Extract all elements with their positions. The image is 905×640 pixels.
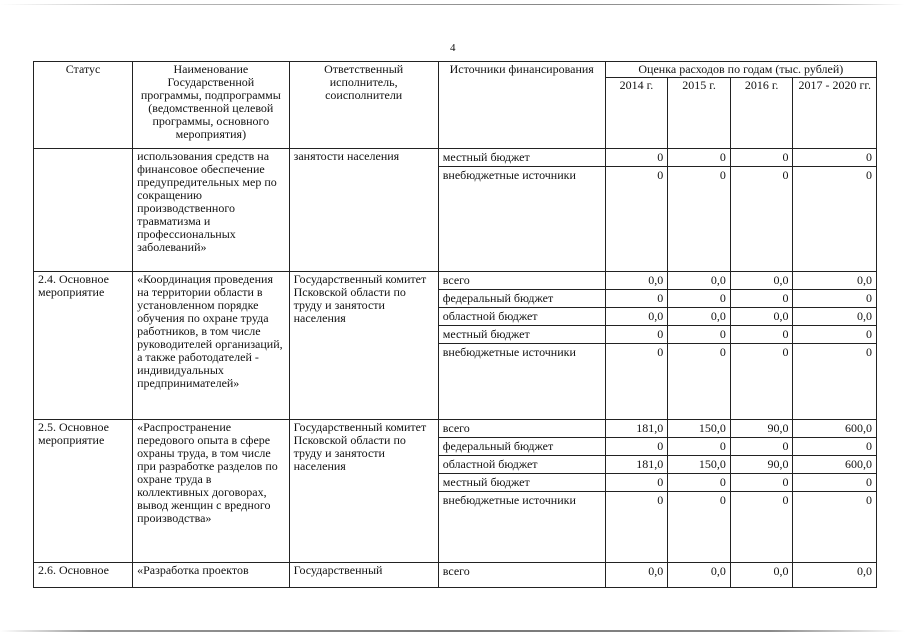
row-values-year-1 — [668, 272, 731, 420]
table-row — [34, 563, 877, 588]
row-values-year-0 — [605, 420, 668, 563]
value-cell: 0 — [719, 345, 726, 359]
source-label: местный бюджет — [439, 149, 605, 167]
value-cell: 181,0 — [606, 420, 668, 438]
header-executor: Ответственный исполнитель, соисполнители — [289, 62, 438, 149]
value-cell: 0 — [731, 438, 793, 456]
value-cell: 0 — [866, 345, 872, 359]
row-values-year-3 — [793, 149, 877, 272]
source-label: местный бюджет — [439, 326, 605, 344]
row-values-year-3 — [793, 420, 877, 563]
value-cell: 0 — [782, 168, 789, 182]
row-values-year-1 — [668, 149, 731, 272]
value-cell: 0 — [793, 326, 876, 344]
value-cell: 0 — [782, 345, 789, 359]
row-sources — [438, 420, 605, 563]
source-label: федеральный бюджет — [439, 290, 605, 308]
value-cell: 0 — [731, 290, 793, 308]
value-cell: 0,0 — [668, 272, 730, 290]
source-label: внебюджетные источники — [442, 345, 576, 359]
row-name: «Распространение передового опыта в сфере охраны труда, в том числе при разработке разделов по охране труда в коллективных договорах, вывод женщин с вредного производства» — [133, 420, 289, 563]
row-executor: Государственный — [289, 563, 438, 588]
row-values-year-0 — [605, 563, 668, 588]
value-cell: 0,0 — [731, 308, 793, 326]
value-cell: 90,0 — [731, 420, 793, 438]
value-cell: 0 — [793, 149, 876, 167]
row-status: 2.4. Основное мероприятие — [34, 272, 133, 420]
header-sources: Источники финансирования — [438, 62, 605, 149]
header-estimate: Оценка расходов по годам (тыс. рублей) — [605, 62, 876, 78]
source-label: всего — [439, 272, 605, 290]
source-label: местный бюджет — [439, 474, 605, 492]
value-cell: 0 — [606, 149, 668, 167]
value-cell: 0,0 — [668, 308, 730, 326]
row-values-year-3 — [793, 272, 877, 420]
header-row — [34, 62, 877, 78]
row-status: 2.5. Основное мероприятие — [34, 420, 133, 563]
row-sources — [438, 272, 605, 420]
value-cell: 0,0 — [710, 564, 726, 578]
value-cell: 90,0 — [731, 456, 793, 474]
value-cell: 0 — [668, 290, 730, 308]
value-cell: 0 — [782, 493, 789, 507]
source-label: всего — [439, 420, 605, 438]
value-cell: 0 — [657, 168, 664, 182]
row-values-year-3 — [793, 563, 877, 588]
value-cell: 0 — [668, 326, 730, 344]
value-cell: 0 — [731, 149, 793, 167]
row-executor: Государственный комитет Псковской области по труду и занятости населения — [289, 420, 438, 563]
header-name: Наименование Государственной программы, подпрограммы (ведомственной целевой программы, основного мероприятия) — [133, 62, 289, 149]
value-cell: 0 — [731, 326, 793, 344]
row-name: «Разработка проектов — [133, 563, 289, 588]
value-cell: 600,0 — [793, 420, 876, 438]
scan-edge-bottom — [0, 630, 905, 632]
table-row — [34, 272, 877, 420]
value-cell: 0 — [668, 149, 730, 167]
row-values-year-2 — [730, 420, 793, 563]
source-label: внебюджетные источники — [442, 493, 576, 507]
value-cell: 0 — [668, 474, 730, 492]
header-status: Статус — [34, 62, 133, 149]
value-cell: 0,0 — [857, 564, 872, 578]
value-cell: 0 — [606, 326, 668, 344]
value-cell: 0,0 — [773, 564, 789, 578]
expenditure-table — [33, 61, 877, 588]
table-row — [34, 149, 877, 272]
value-cell: 0 — [719, 168, 726, 182]
header-year-2015: 2015 г. — [668, 78, 731, 149]
source-label: областной бюджет — [439, 456, 605, 474]
value-cell: 0 — [866, 493, 872, 507]
value-cell: 0,0 — [731, 272, 793, 290]
value-cell: 0 — [606, 290, 668, 308]
value-cell: 0,0 — [606, 308, 668, 326]
row-sources — [438, 563, 605, 588]
value-cell: 0 — [793, 438, 876, 456]
row-values-year-2 — [730, 149, 793, 272]
value-cell: 0 — [606, 438, 668, 456]
row-values-year-1 — [668, 420, 731, 563]
value-cell: 181,0 — [606, 456, 668, 474]
row-executor: Государственный комитет Псковской области по труду и занятости населения — [289, 272, 438, 420]
row-values-year-2 — [730, 563, 793, 588]
value-cell: 0 — [719, 493, 726, 507]
value-cell: 0,0 — [793, 272, 876, 290]
value-cell: 0 — [731, 474, 793, 492]
value-cell: 0,0 — [606, 272, 668, 290]
source-label: всего — [442, 564, 470, 578]
value-cell: 0 — [657, 493, 664, 507]
value-cell: 150,0 — [668, 420, 730, 438]
row-values-year-2 — [730, 272, 793, 420]
row-status — [34, 149, 133, 272]
row-status: 2.6. Основное — [34, 563, 133, 588]
value-cell: 0,0 — [648, 564, 664, 578]
source-label: областной бюджет — [439, 308, 605, 326]
header-year-2017-2020: 2017 - 2020 гг. — [793, 78, 877, 149]
source-label: федеральный бюджет — [439, 438, 605, 456]
row-name: использования средств на финансовое обеспечение предупредительных мер по сокращению производственного травматизма и профессиональных заболеваний» — [133, 149, 289, 272]
row-sources — [438, 149, 605, 272]
value-cell: 0 — [606, 474, 668, 492]
row-executor: занятости населения — [289, 149, 438, 272]
table-row — [34, 420, 877, 563]
source-label: внебюджетные источники — [442, 168, 576, 182]
scan-edge-top — [0, 4, 905, 5]
page-number: 4 — [450, 42, 456, 54]
row-values-year-1 — [668, 563, 731, 588]
value-cell: 0 — [668, 438, 730, 456]
value-cell: 600,0 — [793, 456, 876, 474]
value-cell: 0 — [657, 345, 664, 359]
value-cell: 0 — [866, 168, 872, 182]
value-cell: 0 — [793, 474, 876, 492]
value-cell: 0 — [793, 290, 876, 308]
row-name: «Координация проведения на территории области в установленном порядке обучения по охране труда работников, в том числе руководителей организаций, а также работодателей - индивидуальных предпринимателей» — [133, 272, 289, 420]
header-year-2016: 2016 г. — [730, 78, 793, 149]
row-values-year-0 — [605, 149, 668, 272]
row-values-year-0 — [605, 272, 668, 420]
value-cell: 0,0 — [793, 308, 876, 326]
value-cell: 150,0 — [668, 456, 730, 474]
header-year-2014: 2014 г. — [605, 78, 668, 149]
